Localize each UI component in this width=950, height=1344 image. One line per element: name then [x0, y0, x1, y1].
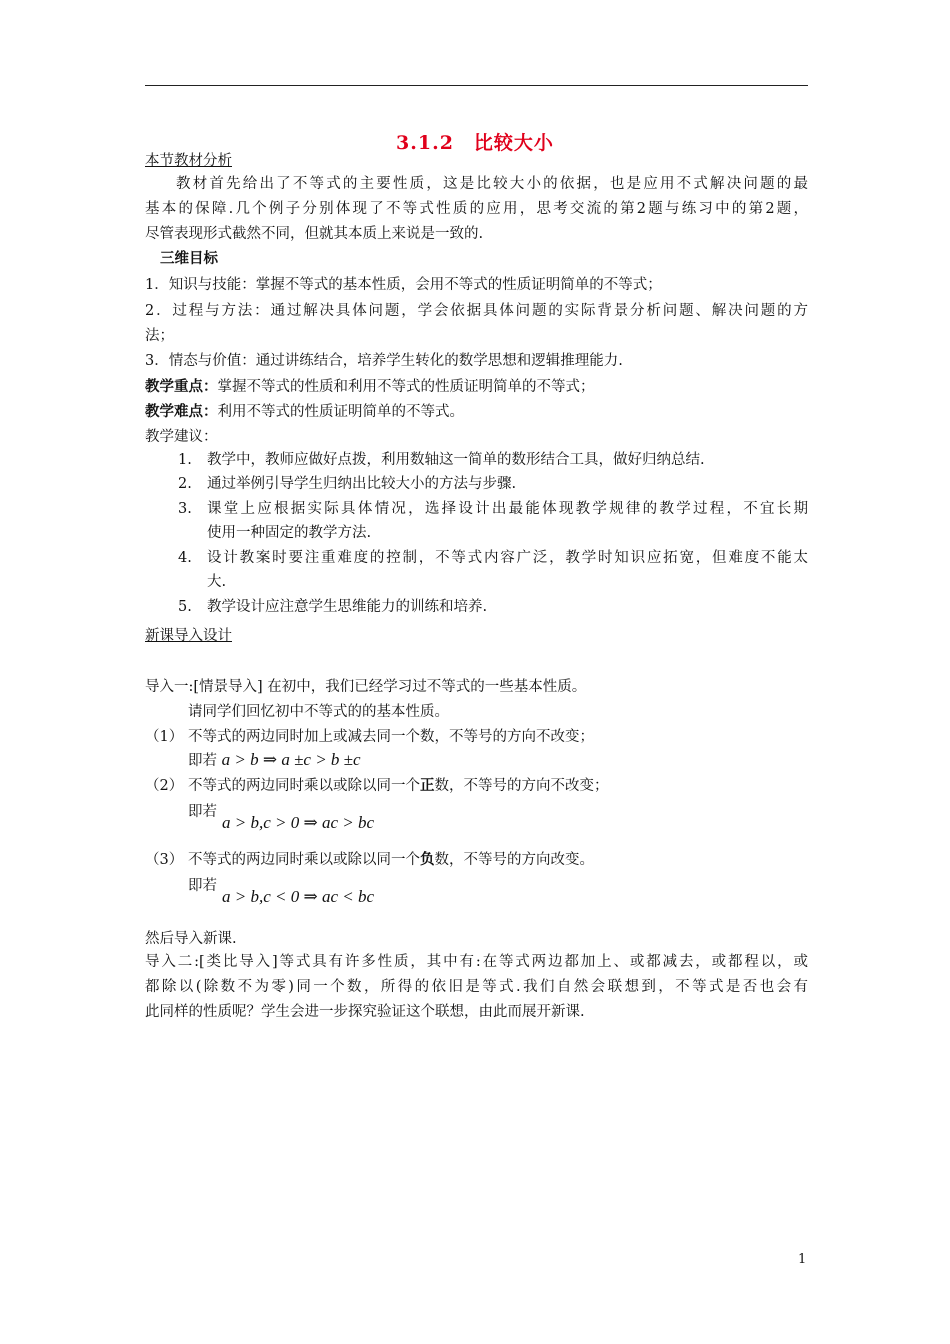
analysis-line: 教材首先给出了不等式的主要性质，这是比较大小的依据，也是应用不式解决问题的最 [176, 176, 808, 192]
property-text [188, 777, 609, 795]
property-text [188, 851, 594, 869]
formula-prefix: 即若 [188, 804, 217, 820]
new-lesson-heading: 新课导入设计 [145, 628, 232, 644]
key-point-label: 教学重点： [145, 378, 218, 395]
then-line: 然后导入新课. [145, 931, 237, 947]
suggestion-text: 教学中，教师应做好点拨，利用数轴这一简单的数形结合工具，做好归纳总结. [207, 452, 705, 468]
intro2-line: 都除以(除数不为零)同一个数，所得的依旧是等式.我们自然会联想到，不等式是否也会有 [145, 979, 808, 995]
suggestion-number: 3. [178, 501, 192, 517]
property-text-after: 数，不等号的方向改变。 [434, 852, 594, 868]
property-text-before: 不等式的两边同时乘以或除以同一个 [188, 778, 420, 794]
property-text: 不等式的两边同时加上或减去同一个数，不等号的方向不改变； [188, 729, 594, 745]
intro2-line: 此同样的性质呢？学生会进一步探究验证这个联想，由此而展开新课. [145, 1004, 585, 1020]
formula: a > b,c < 0 ⇒ ac < bc [222, 887, 375, 906]
intro1-sub: 请同学们回忆初中不等式的的基本性质。 [188, 704, 449, 720]
property-number: （1） [145, 729, 184, 745]
formula: a > b,c > 0 ⇒ ac > bc [222, 813, 375, 832]
goal-item: 3．情态与价值：通过讲练结合，培养学生转化的数学思想和逻辑推理能力. [145, 353, 623, 369]
suggestion-text: 课堂上应根据实际具体情况，选择设计出最能体现教学规律的教学过程，不宜长期 [207, 501, 808, 517]
key-point-text: 掌握不等式的性质和利用不等式的性质证明简单的不等式； [217, 379, 595, 395]
suggestion-number: 1. [178, 452, 192, 468]
goal-item: 1．知识与技能：掌握不等式的基本性质，会用不等式的性质证明简单的不等式； [145, 277, 662, 293]
difficult-point [145, 403, 464, 421]
difficult-point-text: 利用不等式的性质证明简单的不等式。 [217, 404, 464, 420]
formula-prefix: 即若 [188, 753, 217, 769]
formula: a > b ⇒ a ±c > b ±c [221, 750, 361, 769]
page-number: 1 [798, 1252, 807, 1267]
page-title: 3.1.2 比较大小 [396, 132, 554, 154]
goals-heading: 三维目标 [160, 250, 218, 267]
suggestion-text: 大. [207, 574, 227, 590]
difficult-point-label: 教学难点： [145, 403, 218, 420]
analysis-line: 基本的保障.几个例子分别体现了不等式性质的应用，思考交流的第2题与练习中的第2题， [145, 201, 808, 217]
suggestion-text: 设计教案时要注重难度的控制，不等式内容广泛，教学时知识应拓宽，但难度不能太 [207, 550, 808, 566]
suggestion-number: 5. [178, 599, 192, 615]
analysis-line: 尽管表现形式截然不同，但就其本质上来说是一致的. [145, 226, 484, 242]
property-text-before: 不等式的两边同时乘以或除以同一个 [188, 852, 420, 868]
goal-item: 2．过程与方法：通过解决具体问题，学会依据具体问题的实际背景分析问题、解决问题的方 [145, 303, 808, 319]
suggestion-number: 2. [178, 476, 192, 492]
property-text-after: 数，不等号的方向不改变； [434, 778, 609, 794]
intro2-line: 导入二:[类比导入]等式具有许多性质，其中有:在等式两边都加上、或都减去，或都程以，或 [145, 954, 808, 970]
analysis-heading: 本节教材分析 [145, 153, 232, 169]
formula-prefix: 即若 [188, 878, 217, 894]
suggestions-heading: 教学建议： [145, 429, 218, 445]
suggestion-text: 通过举例引导学生归纳出比较大小的方法与步骤. [207, 476, 517, 492]
property-emphasis: 负 [420, 851, 435, 868]
property-formula [188, 751, 361, 770]
suggestion-text: 使用一种固定的教学方法. [207, 525, 372, 541]
suggestion-text: 教学设计应注意学生思维能力的训练和培养. [207, 599, 488, 615]
suggestion-number: 4. [178, 550, 192, 566]
key-point [145, 378, 595, 396]
header-rule [145, 85, 808, 86]
property-emphasis: 正 [420, 777, 435, 794]
property-number: （3） [145, 852, 184, 868]
intro1-line: 导入一:[情景导入] 在初中，我们已经学习过不等式的一些基本性质。 [145, 679, 587, 695]
goal-item: 法； [145, 328, 174, 344]
property-number: （2） [145, 778, 184, 794]
